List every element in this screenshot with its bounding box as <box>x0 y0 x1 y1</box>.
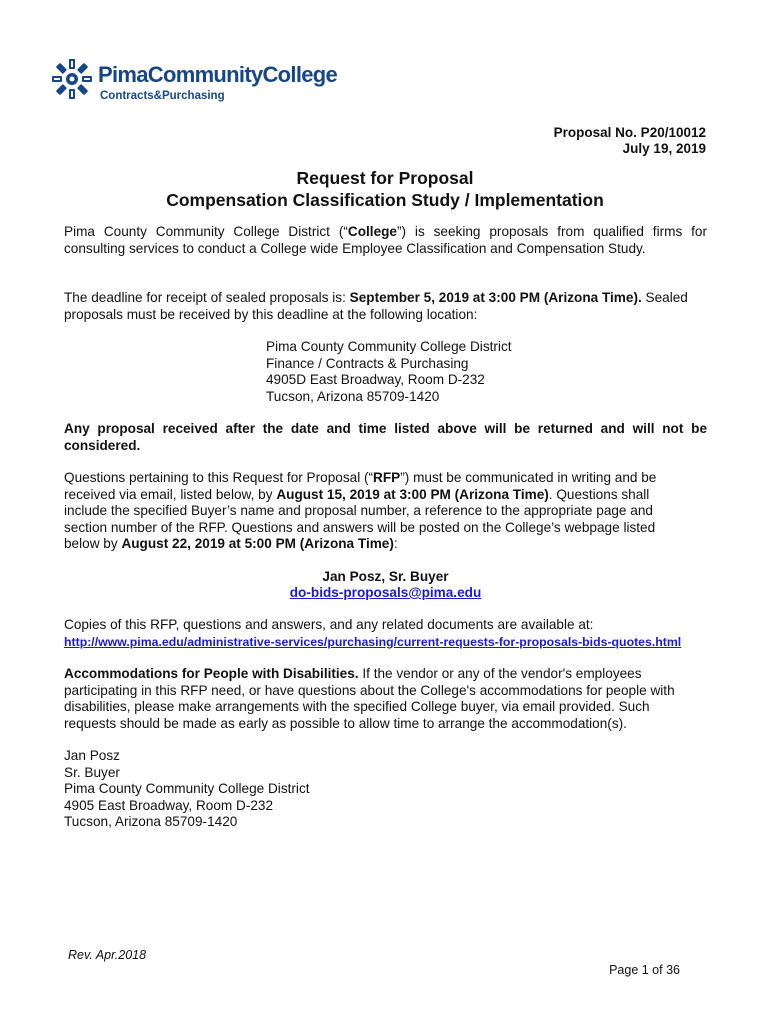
questions-paragraph <box>64 470 707 553</box>
signature-block <box>64 748 707 831</box>
copies-url-row <box>64 634 707 651</box>
deadline-line-1: The deadline for receipt of sealed proposals is: September 5, 2019 at 3:00 PM (Arizona Time). Sealed <box>64 290 688 305</box>
deadline-date: September 5, 2019 at 3:00 PM (Arizona Time). <box>349 290 642 305</box>
signature-line: Jan Posz <box>64 748 120 763</box>
answers-date: August 22, 2019 at 5:00 PM (Arizona Time) <box>121 536 394 551</box>
intro-line-2: consulting services to conduct a College wide Employee Classification and Compensation Study. <box>64 240 646 256</box>
address-line: 4905D East Broadway, Room D-232 <box>266 372 485 387</box>
page-number: Page 1 of 36 <box>609 963 680 977</box>
questions-line-2: received via email, listed below, by August 15, 2019 at 3:00 PM (Arizona Time). Questions shall <box>64 486 650 502</box>
questions-line-4: section number of the RFP. Questions and answers will be posted on the College’s webpage listed <box>64 519 656 535</box>
delivery-address <box>266 339 512 405</box>
signature-line: Tucson, Arizona 85709-1420 <box>64 814 238 829</box>
rfp-documents-link[interactable]: http://www.pima.edu/administrative-services/purchasing/current-requests-for-proposals-bids-quotes.html <box>64 634 682 649</box>
accommodations-line-1: Accommodations for People with Disabilities. If the vendor or any of the vendor's employees <box>64 666 642 681</box>
accommodations-heading: Accommodations for People with Disabilities. <box>64 666 359 681</box>
page-title: Request for Proposal <box>296 168 474 188</box>
buyer-email-row <box>64 585 707 602</box>
logo-subtitle: Contracts&Purchasing <box>100 90 225 102</box>
warning-line-2: considered. <box>64 437 141 453</box>
questions-line-1: Questions pertaining to this Request for Proposal (“RFP”) must be communicated in writing and be <box>64 470 657 485</box>
page-subtitle: Compensation Classification Study / Implementation <box>166 190 604 210</box>
address-line: Tucson, Arizona 85709-1420 <box>266 388 440 404</box>
logo-name: PimaCommunityCollege <box>98 62 338 87</box>
deadline-line-2: proposals must be received by this deadline at the following location: <box>64 306 478 322</box>
address-line: Finance / Contracts & Purchasing <box>266 355 469 371</box>
college-seal-icon <box>50 57 94 101</box>
questions-line-5: below by August 22, 2019 at 5:00 PM (Arizona Time): <box>64 536 398 551</box>
college-term: College <box>347 224 397 239</box>
college-logo <box>50 57 350 107</box>
questions-line-3: include the specified Buyer’s name and proposal number, a reference to the appropriate page and <box>64 503 653 518</box>
deadline-paragraph <box>64 290 707 323</box>
signature-line: Sr. Buyer <box>64 764 120 780</box>
signature-line: Pima County Community College District <box>64 781 310 796</box>
warning-line-1: Any proposal received after the date and time listed above will be returned and will not be <box>64 421 707 436</box>
accommodations-line-4: requests should be made as early as possible to allow time to arrange the accommodation(s). <box>64 715 627 731</box>
copies-text: Copies of this RFP, questions and answers, and any related documents are available at: <box>64 617 594 632</box>
questions-deadline: August 15, 2019 at 3:00 PM (Arizona Time) <box>276 486 549 502</box>
copies-paragraph <box>64 617 707 650</box>
accommodations-line-2: participating in this RFP need, or have questions about the College's accommodations for people with <box>64 682 675 698</box>
accommodations-paragraph <box>64 666 707 732</box>
accommodations-line-3: disabilities, please make arrangements with the specified College buyer, via email provided. Such <box>64 699 650 714</box>
revision-note: Rev. Apr.2018 <box>68 948 147 962</box>
proposal-header <box>554 125 706 157</box>
buyer-email-link[interactable]: do-bids-proposals@pima.edu <box>289 585 482 600</box>
proposal-date: July 19, 2019 <box>622 141 706 156</box>
intro-paragraph <box>64 224 707 257</box>
intro-line-1: Pima County Community College District (“College”) is seeking proposals from qualified firms for <box>64 224 707 239</box>
address-line: Pima County Community College District <box>266 339 512 354</box>
buyer-name: Jan Posz, Sr. Buyer <box>322 569 449 584</box>
proposal-number: Proposal No. P20/10012 <box>553 125 706 140</box>
signature-line: 4905 East Broadway, Room D-232 <box>64 797 274 813</box>
late-proposal-warning <box>64 421 707 454</box>
